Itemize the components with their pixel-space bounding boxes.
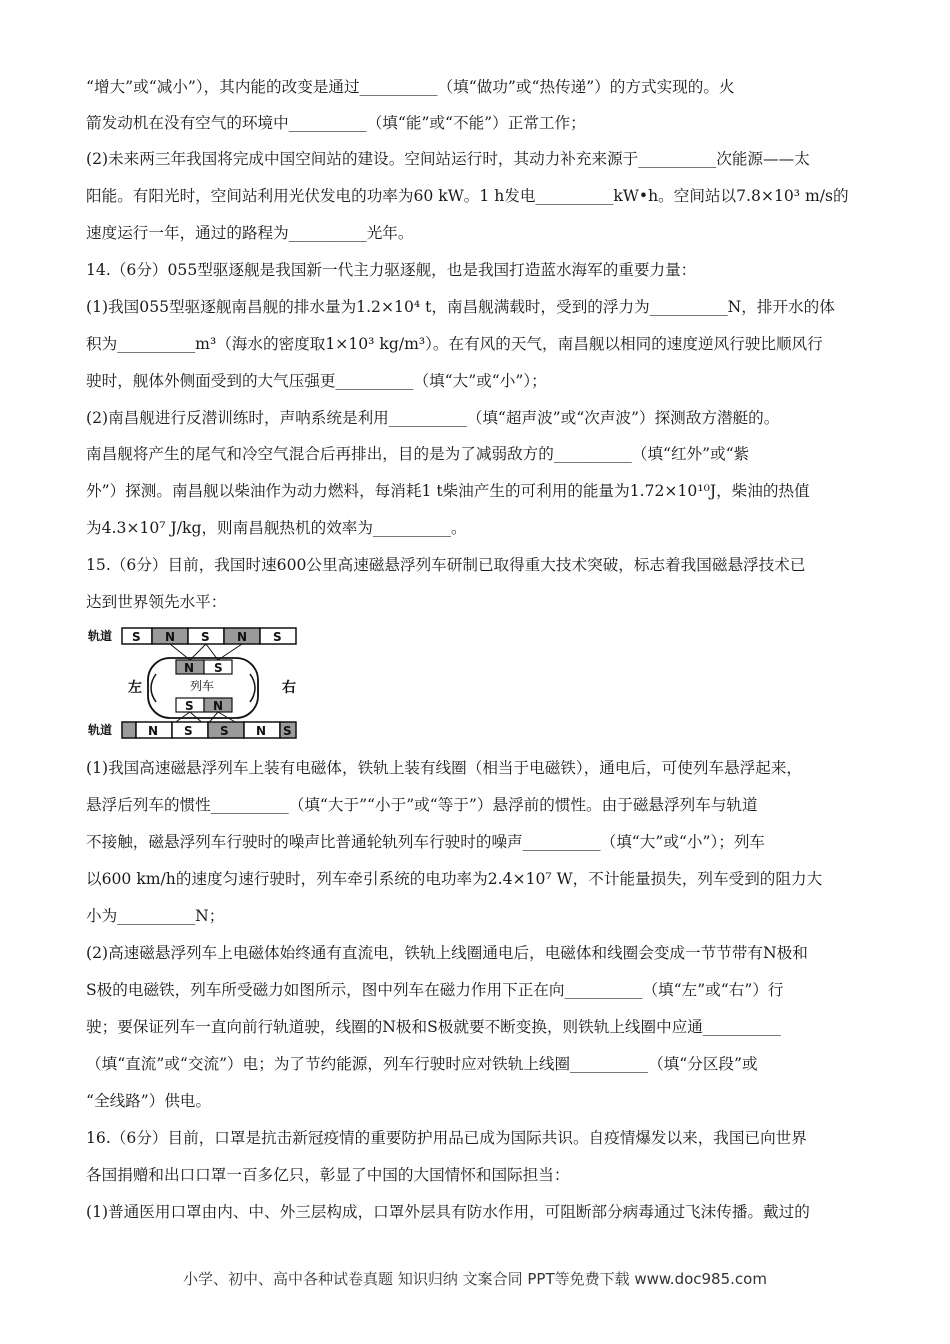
text-line: (1)我国高速磁悬浮列车上装有电磁体，铁轨上装有线圈（相当于电磁铁），通电后，可使列车悬浮起来， [86,759,803,777]
text-line: 达到世界领先水平： [86,593,227,611]
text-line: (2)南昌舰进行反潜训练时，声呐系统是利用__________（填“超声波”或“次声波”）探测敌方潜艇的。 [86,409,780,427]
left-label: 左 [128,680,142,696]
text-line: 不接触，磁悬浮列车行驶时的噪声比普通轮轨列车行驶时的噪声__________（填“大”或“小”）；列车 [86,833,766,851]
pole-label: N [237,630,248,644]
pole-label: S [220,724,229,738]
train-label: 列车 [190,679,215,693]
text-line: 驶；要保证列车一直向前行轨道驶，线圈的N极和S极就要不断变换，则铁轨上线圈中应通__________ [86,1018,781,1036]
text-line: 小为__________N； [86,907,225,925]
text-line: “全线路”）供电。 [86,1092,212,1110]
pole-label: N [184,661,195,675]
text-line: 箭发动机在没有空气的环境中__________（填“能”或“不能”）正常工作； [86,114,586,132]
text-line: 为4.3×10⁷ J/kg，则南昌舰热机的效率为__________。 [86,519,467,537]
maglev-diagram [86,622,304,742]
text-line: 积为__________m³（海水的密度取1×10³ kg/m³）。在有风的天气，南昌舰以相同的速度逆风行驶比顺风行 [86,335,823,353]
text-line: （填“直流”或“交流”）电；为了节约能源，列车行驶时应对铁轨上线圈__________（填“分区段”或 [86,1055,758,1073]
pole-label: S [132,630,141,644]
train-right-end [250,674,255,702]
text-line: (2)未来两三年我国将完成中国空间站的建设。空间站运行时，其动力补充来源于__________次能源——太 [86,150,810,168]
question-14-heading: 14.（6分）055型驱逐舰是我国新一代主力驱逐舰，也是我国打造蓝水海军的重要力量： [86,261,697,279]
right-label: 右 [282,680,296,696]
top-track-label: 轨道 [88,629,113,643]
pole-label: N [213,699,224,713]
text-line: 各国捐赠和出口口罩一百多亿只，彰显了中国的大国情怀和国际担当： [86,1166,570,1184]
text-line: 阳能。有阳光时，空间站利用光伏发电的功率为60 kW。1 h发电__________kW•h。空间站以7.8×10³ m/s的 [86,187,849,205]
text-line: 悬浮后列车的惯性__________（填“大于”“小于”或“等于”）悬浮前的惯性。由于磁悬浮列车与轨道 [86,796,758,814]
question-15-heading: 15.（6分）目前，我国时速600公里高速磁悬浮列车研制已取得重大技术突破，标志着我国磁悬浮技术已 [86,556,806,574]
pole-label: S [273,630,282,644]
bottom-track-label: 轨道 [88,723,113,737]
text-line: 外”）探测。南昌舰以柴油作为动力燃料，每消耗1 t柴油产生的可利用的能量为1.72×10¹⁰J，柴油的热值 [86,482,810,500]
pole-label: S [201,630,210,644]
text-line: (2)高速磁悬浮列车上电磁体始终通有直流电，铁轨上线圈通电后，电磁体和线圈会变成一节节带有N极和 [86,944,808,962]
text-line: (1)我国055型驱逐舰南昌舰的排水量为1.2×10⁴ t，南昌舰满载时，受到的浮力为__________N，排开水的体 [86,298,835,316]
pole-label: N [148,724,159,738]
pole-label: S [184,724,193,738]
text-line: 以600 km/h的速度匀速行驶时，列车牵引系统的电功率为2.4×10⁷ W，不计能量损失，列车受到的阻力大 [86,870,823,888]
pole-label: S [283,724,292,738]
question-16-heading: 16.（6分）目前，口罩是抗击新冠疫情的重要防护用品已成为国际共识。自疫情爆发以来，我国已向世界 [86,1129,807,1147]
pole-label: S [185,699,194,713]
pole-label: S [214,661,223,675]
text-line: 速度运行一年，通过的路程为__________光年。 [86,224,414,242]
text-line: 南昌舰将产生的尾气和冷空气混合后再排出，目的是为了减弱敌方的__________（填“红外”或“紫 [86,445,750,463]
pole-label: N [165,630,176,644]
train-left-end [151,674,156,702]
pole-label: N [256,724,267,738]
text-line: “增大”或“减小”），其内能的改变是通过__________（填“做功”或“热传递”）的方式实现的。火 [86,78,735,96]
text-line: (1)普通医用口罩由内、中、外三层构成，口罩外层具有防水作用，可阻断部分病毒通过飞沫传播。戴过的 [86,1203,810,1221]
page-footer: 小学、初中、高中各种试卷真题 知识归纳 文案合同 PPT等免费下载 www.doc985.com [183,1270,767,1288]
text-line: 驶时，舰体外侧面受到的大气压强更__________（填“大”或“小”）； [86,372,547,390]
text-line: S极的电磁铁，列车所受磁力如图所示，图中列车在磁力作用下正在向__________（填“左”或“右”）行 [86,981,784,999]
